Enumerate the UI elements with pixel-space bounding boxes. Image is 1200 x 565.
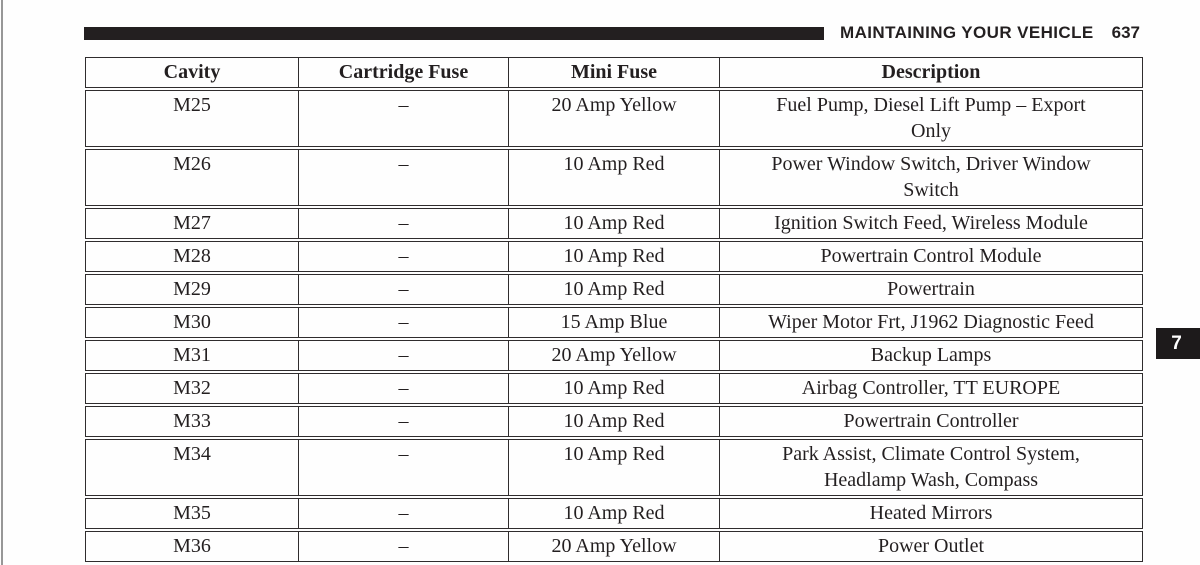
fuse-table [85, 57, 1143, 562]
cartridge-fuse-cell [298, 308, 508, 337]
description-value: Fuel Pump, Diesel Lift Pump – Export Only [776, 94, 1086, 142]
cartridge-fuse-cell [298, 341, 508, 370]
cartridge-fuse-cell [298, 374, 508, 403]
description-cell [719, 407, 1142, 436]
mini-fuse-value: 10 Amp Red [563, 443, 665, 465]
mini-fuse-cell [508, 341, 719, 370]
table-row [85, 90, 1143, 147]
cavity-cell [86, 407, 298, 436]
column-header-cartridge-fuse: Cartridge Fuse [298, 58, 508, 87]
cartridge-fuse-value: – [398, 94, 409, 116]
mini-fuse-cell [508, 407, 719, 436]
table-header-row [85, 57, 1143, 88]
mini-fuse-cell [508, 440, 719, 495]
description-cell [719, 91, 1142, 146]
cavity-cell [86, 532, 298, 561]
mini-fuse-value: 10 Amp Red [563, 377, 665, 399]
description-cell [719, 374, 1142, 403]
mini-fuse-value: 10 Amp Red [563, 410, 665, 432]
cavity-value: M26 [173, 153, 211, 175]
cavity-value: M27 [173, 212, 211, 234]
description-value: Wiper Motor Frt, J1962 Diagnostic Feed [768, 311, 1094, 333]
page-edge-line [1, 0, 3, 565]
description-value: Ignition Switch Feed, Wireless Module [774, 212, 1088, 234]
chapter-tab [1156, 328, 1200, 359]
cavity-value: M36 [173, 535, 211, 557]
column-header-description: Description [719, 58, 1142, 87]
cartridge-fuse-cell [298, 407, 508, 436]
cartridge-fuse-value: – [398, 153, 409, 175]
cavity-cell [86, 209, 298, 238]
mini-fuse-value: 10 Amp Red [563, 212, 665, 234]
mini-fuse-cell [508, 242, 719, 271]
chapter-number: 7 [1171, 332, 1182, 354]
table-row [85, 373, 1143, 404]
description-value: Backup Lamps [870, 344, 992, 366]
cartridge-fuse-cell [298, 532, 508, 561]
cavity-cell [86, 440, 298, 495]
description-cell [719, 308, 1142, 337]
cartridge-fuse-cell [298, 150, 508, 205]
mini-fuse-cell [508, 499, 719, 528]
mini-fuse-cell [508, 374, 719, 403]
cavity-value: M32 [173, 377, 211, 399]
page-header [84, 24, 1140, 42]
cartridge-fuse-value: – [398, 443, 409, 465]
description-value: Powertrain Controller [843, 410, 1019, 432]
cavity-value: M29 [173, 278, 211, 300]
cartridge-fuse-value: – [398, 535, 409, 557]
mini-fuse-cell [508, 150, 719, 205]
table-row [85, 274, 1143, 305]
table-row [85, 498, 1143, 529]
mini-fuse-cell [508, 209, 719, 238]
mini-fuse-cell [508, 275, 719, 304]
cavity-value: M31 [173, 344, 211, 366]
cartridge-fuse-cell [298, 209, 508, 238]
cavity-value: M34 [173, 443, 211, 465]
column-header-cavity: Cavity [163, 61, 221, 83]
cavity-cell [86, 91, 298, 146]
cartridge-fuse-cell [298, 91, 508, 146]
description-cell [719, 150, 1142, 205]
table-row [85, 531, 1143, 562]
description-value: Powertrain Control Module [820, 245, 1042, 267]
mini-fuse-cell [508, 532, 719, 561]
description-cell [719, 499, 1142, 528]
description-cell [719, 341, 1142, 370]
cavity-value: M35 [173, 502, 211, 524]
cartridge-fuse-value: – [398, 410, 409, 432]
mini-fuse-value: 10 Amp Red [563, 502, 665, 524]
mini-fuse-cell [508, 91, 719, 146]
cartridge-fuse-cell [298, 242, 508, 271]
cartridge-fuse-value: – [398, 278, 409, 300]
table-row [85, 149, 1143, 206]
table-row [85, 439, 1143, 496]
page-number: 637 [1111, 23, 1140, 42]
cavity-cell [86, 150, 298, 205]
cartridge-fuse-value: – [398, 245, 409, 267]
description-cell [719, 532, 1142, 561]
table-row [85, 241, 1143, 272]
description-value: Power Outlet [877, 535, 985, 557]
cartridge-fuse-value: – [398, 502, 409, 524]
mini-fuse-value: 20 Amp Yellow [551, 94, 677, 116]
description-value: Airbag Controller, TT EUROPE [801, 377, 1061, 399]
cartridge-fuse-cell [298, 499, 508, 528]
cavity-value: M30 [173, 311, 211, 333]
table-row [85, 307, 1143, 338]
cavity-cell [86, 499, 298, 528]
mini-fuse-cell [508, 308, 719, 337]
cartridge-fuse-cell [298, 275, 508, 304]
mini-fuse-value: 15 Amp Blue [560, 311, 668, 333]
table-row [85, 406, 1143, 437]
description-cell [719, 242, 1142, 271]
description-value: Powertrain [887, 278, 975, 300]
cartridge-fuse-cell [298, 440, 508, 495]
cartridge-fuse-value: – [398, 344, 409, 366]
description-cell [719, 209, 1142, 238]
cavity-value: M28 [173, 245, 211, 267]
description-value: Heated Mirrors [869, 502, 993, 524]
table-row [85, 208, 1143, 239]
description-value: Park Assist, Climate Control System, Headlamp Wash, Compass [782, 443, 1080, 491]
cavity-cell [86, 374, 298, 403]
cartridge-fuse-value: – [398, 212, 409, 234]
cavity-value: M33 [173, 410, 211, 432]
cavity-cell [86, 308, 298, 337]
mini-fuse-value: 10 Amp Red [563, 278, 665, 300]
mini-fuse-value: 10 Amp Red [563, 245, 665, 267]
description-cell [719, 275, 1142, 304]
table-row [85, 340, 1143, 371]
cavity-value: M25 [173, 94, 211, 116]
mini-fuse-value: 20 Amp Yellow [551, 344, 677, 366]
mini-fuse-value: 10 Amp Red [563, 153, 665, 175]
table-body [85, 90, 1143, 562]
description-cell [719, 440, 1142, 495]
header-rule-bar [84, 27, 824, 40]
cavity-cell [86, 341, 298, 370]
cartridge-fuse-value: – [398, 377, 409, 399]
description-value: Power Window Switch, Driver Window Switch [771, 153, 1091, 201]
column-header-mini-fuse: Mini Fuse [508, 58, 719, 87]
cartridge-fuse-value: – [398, 311, 409, 333]
page-title: MAINTAINING YOUR VEHICLE [840, 23, 1094, 42]
mini-fuse-value: 20 Amp Yellow [551, 535, 677, 557]
cavity-cell [86, 242, 298, 271]
cavity-cell [86, 275, 298, 304]
